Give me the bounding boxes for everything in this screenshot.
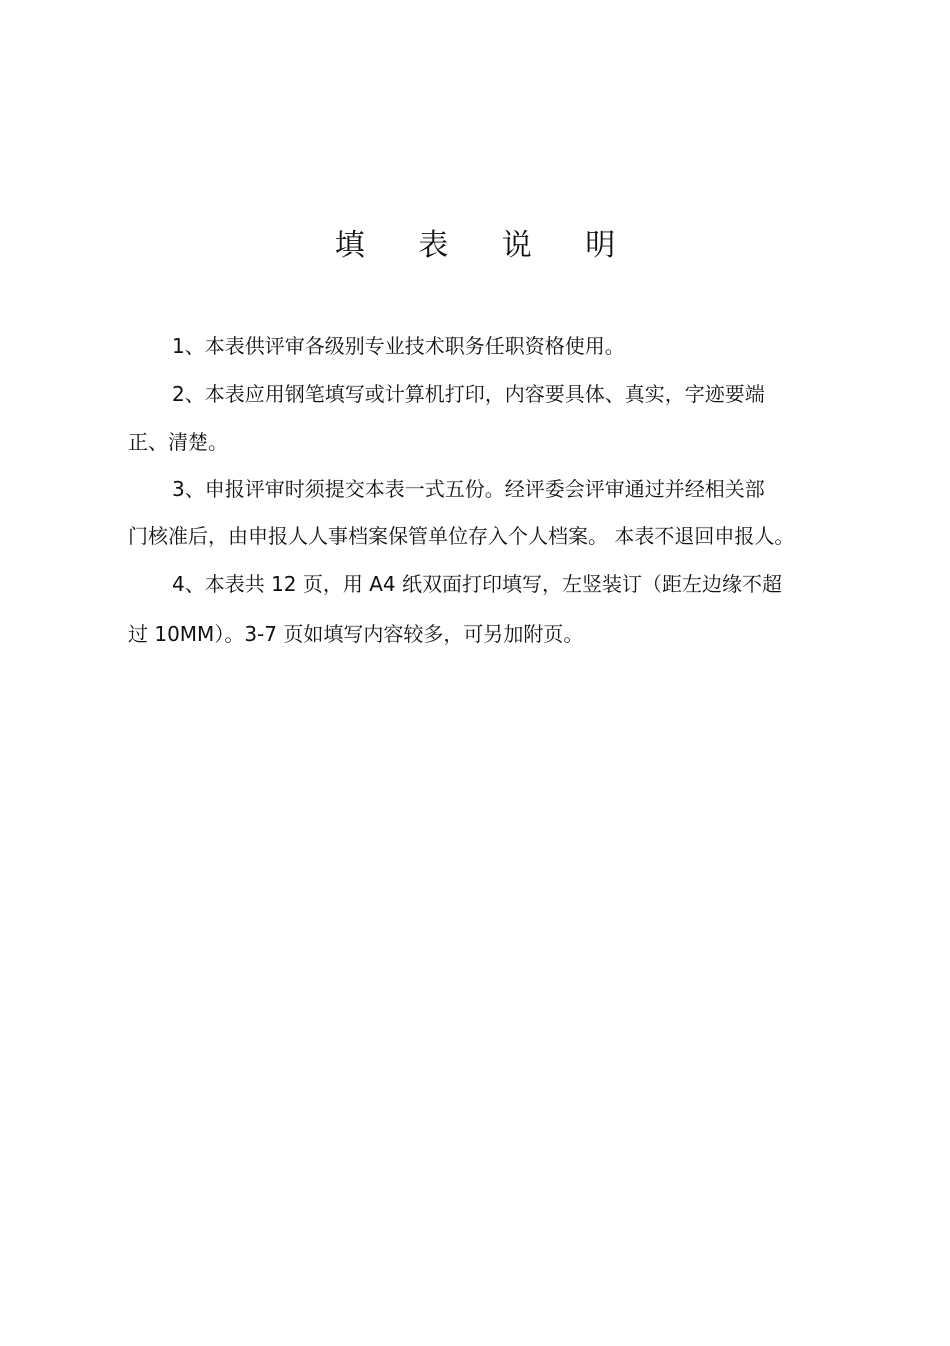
- item-3-line-2: 门核准后，由申报人人事档案保管单位存入个人档案。 本表不退回申报人。: [128, 524, 795, 548]
- document-title: 填 表 说 明: [334, 228, 638, 263]
- item-2-line-2: 正、清楚。: [128, 430, 228, 454]
- item-3-line-1: 3、申报评审时须提交本表一式五份。经评委会评审通过并经相关部: [172, 477, 765, 501]
- item-2-line-1: 2、本表应用钢笔填写或计算机打印，内容要具体、真实，字迹要端: [172, 382, 765, 406]
- item-4-line-1: 4、本表共 12 页，用 A4 纸双面打印填写，左竖装订（距左边缘不超: [172, 572, 783, 596]
- item-1-line-1: 1、本表供评审各级别专业技术职务任职资格使用。: [172, 334, 625, 358]
- item-4-line-2: 过 10MM）。3-7 页如填写内容较多，可另加附页。: [128, 622, 584, 646]
